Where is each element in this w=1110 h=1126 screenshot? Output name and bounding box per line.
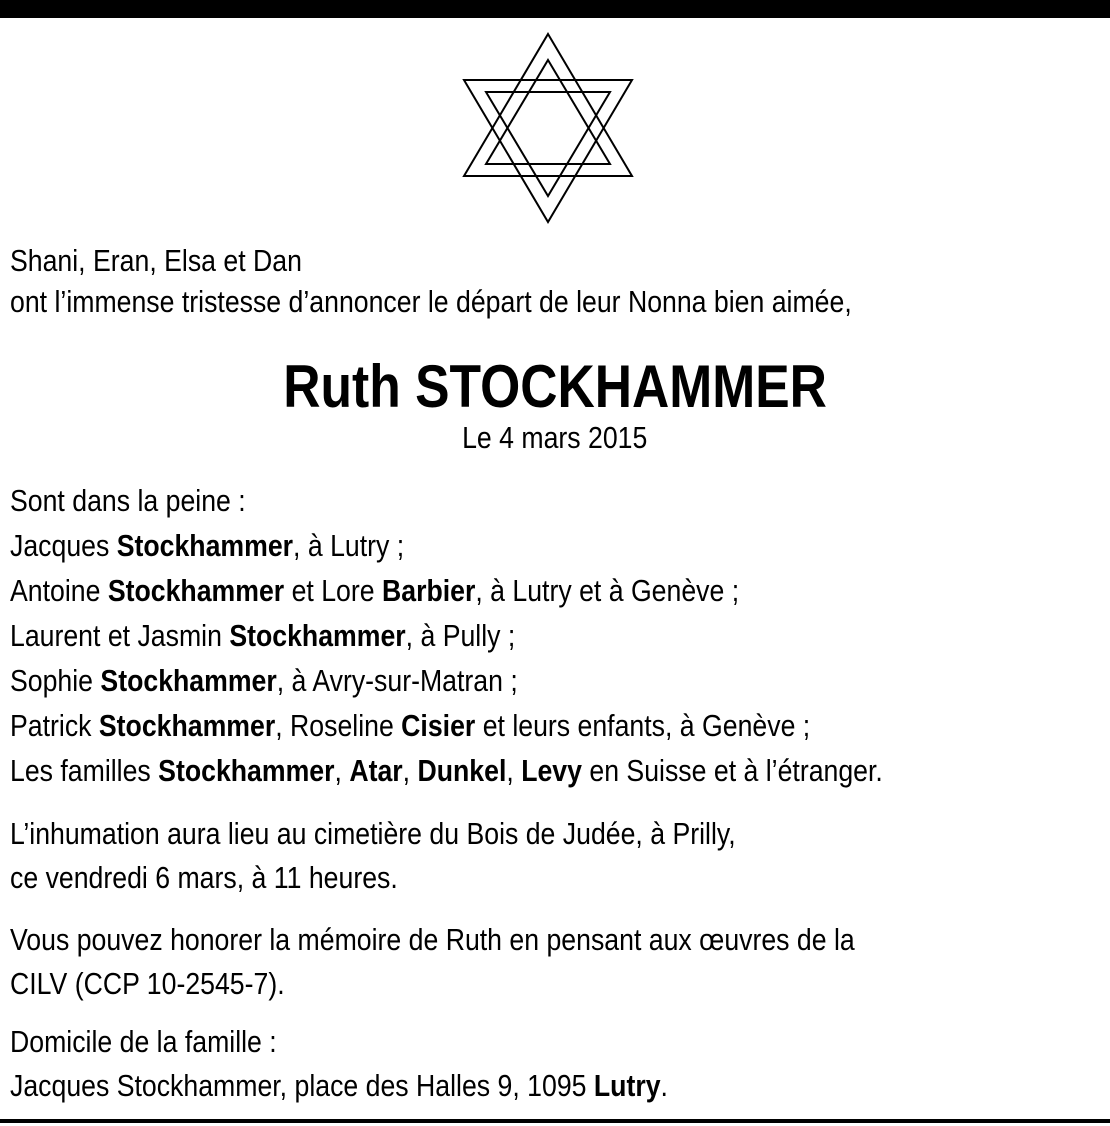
- mourner-row: [10, 613, 883, 658]
- family-name: Stockhammer: [229, 618, 406, 653]
- mourner-text: Les familles: [10, 753, 159, 788]
- bottom-rule: [0, 1119, 1110, 1123]
- mourner-text: Laurent et Jasmin: [10, 618, 230, 653]
- burial: [10, 812, 736, 900]
- donation: [10, 918, 855, 1006]
- family-name: Levy: [521, 753, 582, 788]
- intro-line-1: Shani, Eran, Elsa et Dan: [10, 243, 302, 278]
- mourner-text: en Suisse et à l’étranger.: [581, 753, 883, 788]
- mourners: [10, 478, 883, 793]
- death-date: Le 4 mars 2015: [462, 420, 648, 455]
- family-name: Barbier: [381, 573, 476, 608]
- intro: [10, 238, 852, 324]
- mourners-list: [10, 523, 883, 793]
- mourner-text: Sophie: [10, 663, 101, 698]
- family-name: Stockhammer: [116, 528, 294, 563]
- mourner-text: Patrick: [10, 708, 99, 743]
- mourner-text: ,: [402, 753, 418, 788]
- mourner-text: ,: [506, 753, 522, 788]
- domicile-address: Jacques Stockhammer, place des Halles 9, 1095 Lutry.: [10, 1068, 668, 1103]
- mourner-row: [10, 658, 883, 703]
- family-name: Stockhammer: [107, 573, 285, 608]
- mourner-text: , à Pully ;: [405, 618, 516, 653]
- mourner-row: [10, 568, 883, 613]
- family-name: Atar: [349, 753, 403, 788]
- mourner-text: , à Lutry et à Genève ;: [475, 573, 740, 608]
- family-name: Stockhammer: [158, 753, 335, 788]
- star-of-david-icon: [460, 30, 636, 226]
- mourner-text: et leurs enfants, à Genève ;: [475, 708, 811, 743]
- domicile-city: Lutry: [593, 1068, 661, 1103]
- domicile-heading: Domicile de la famille :: [10, 1024, 277, 1059]
- donation-line-2: CILV (CCP 10-2545-7).: [10, 966, 285, 1001]
- top-rule: [0, 0, 1110, 18]
- mourner-row: [10, 703, 883, 748]
- mourner-text: , Roseline: [275, 708, 402, 743]
- family-name: Cisier: [401, 708, 476, 743]
- mourner-text: et Lore: [284, 573, 382, 608]
- family-name: Stockhammer: [98, 708, 276, 743]
- mourner-text: ,: [334, 753, 350, 788]
- burial-line-1: L’inhumation aura lieu au cimetière du Bois de Judée, à Prilly,: [10, 816, 736, 851]
- mourner-text: , à Lutry ;: [293, 528, 405, 563]
- donation-line-1: Vous pouvez honorer la mémoire de Ruth en pensant aux œuvres de la: [10, 922, 855, 957]
- mourner-text: , à Avry-sur-Matran ;: [276, 663, 518, 698]
- intro-line-2: ont l’immense tristesse d’annoncer le départ de leur Nonna bien aimée,: [10, 284, 852, 319]
- mourner-row: [10, 523, 883, 568]
- mourners-heading: Sont dans la peine :: [10, 483, 246, 518]
- mourner-text: Antoine: [10, 573, 108, 608]
- family-name: Dunkel: [417, 753, 507, 788]
- mourner-row: [10, 748, 883, 793]
- deceased-name: Ruth STOCKHAMMER: [283, 353, 827, 420]
- mourner-text: Jacques: [10, 528, 117, 563]
- family-name: Stockhammer: [100, 663, 277, 698]
- burial-line-2: ce vendredi 6 mars, à 11 heures.: [10, 860, 398, 895]
- domicile: [10, 1020, 668, 1108]
